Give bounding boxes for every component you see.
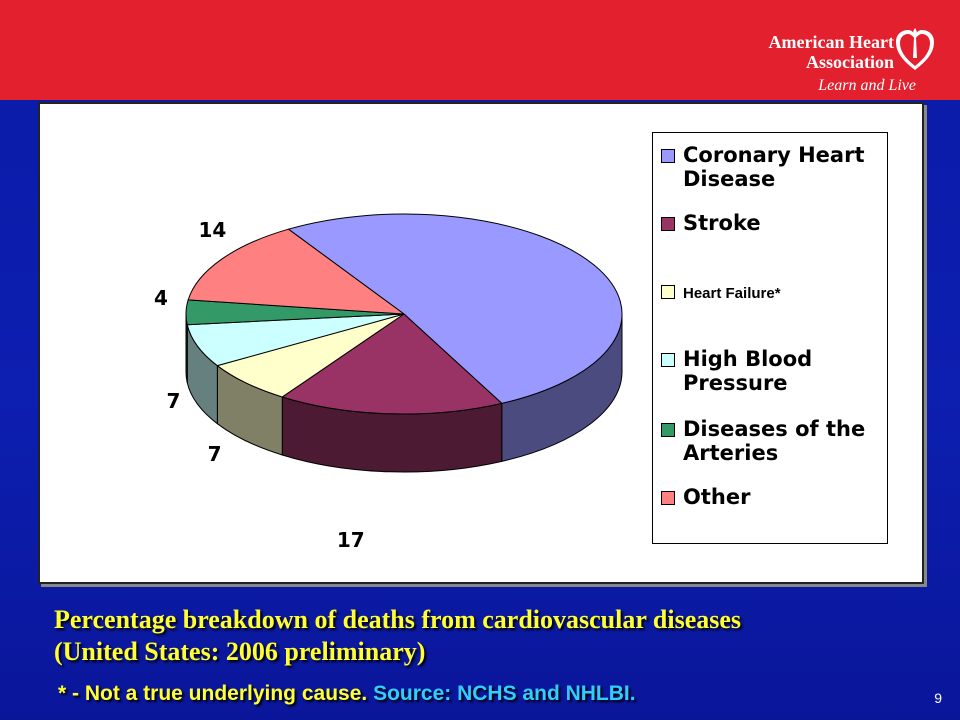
chart-legend [652, 132, 888, 544]
footnote-source: Source: NCHS and NHLBI. [373, 682, 636, 705]
data-label: 14 [198, 218, 227, 243]
legend-item-coronary [661, 143, 883, 191]
legend-label-line: Pressure [683, 371, 788, 395]
legend-label-line: Coronary Heart [683, 143, 865, 167]
legend-swatch [661, 285, 675, 299]
data-label: 4 [154, 285, 168, 310]
logo-name-line2: Association [805, 52, 894, 72]
legend-label-line: Disease [683, 167, 776, 191]
logo-tagline: Learn and Live [818, 77, 916, 94]
aha-logo [756, 22, 946, 102]
legend-item-other [661, 485, 883, 509]
data-label: 7 [166, 388, 181, 413]
page-number: 9 [934, 690, 942, 706]
legend-label-line: Diseases of the [683, 417, 866, 441]
logo-name-line1: American Heart [768, 32, 894, 52]
legend-item-high-blood-pressure [661, 347, 883, 395]
chart-caption [54, 604, 934, 668]
heart-torch-icon [894, 24, 936, 74]
legend-swatch [661, 353, 675, 367]
legend-swatch [661, 217, 675, 231]
legend-item-stroke [661, 211, 883, 235]
caption-line2: (United States: 2006 preliminary) [54, 637, 426, 666]
legend-swatch [661, 149, 675, 163]
legend-label-line: Stroke [683, 211, 761, 235]
legend-swatch [661, 491, 675, 505]
legend-label-line: Other [683, 485, 751, 509]
legend-label-line: Heart Failure* [683, 285, 781, 302]
legend-item-arteries [661, 417, 883, 465]
footnote [58, 682, 636, 706]
chart-panel [38, 102, 924, 584]
data-label: 17 [336, 527, 365, 552]
legend-item-heart-failure [661, 283, 883, 305]
footnote-note: * - Not a true underlying cause. [58, 682, 368, 705]
legend-label-line: High Blood [683, 347, 813, 371]
data-label: 7 [207, 442, 222, 467]
legend-swatch [661, 423, 675, 437]
caption-line1: Percentage breakdown of deaths from cardiovascular diseases [54, 605, 742, 634]
legend-label-line: Arteries [683, 441, 779, 465]
pie-chart [40, 104, 640, 574]
